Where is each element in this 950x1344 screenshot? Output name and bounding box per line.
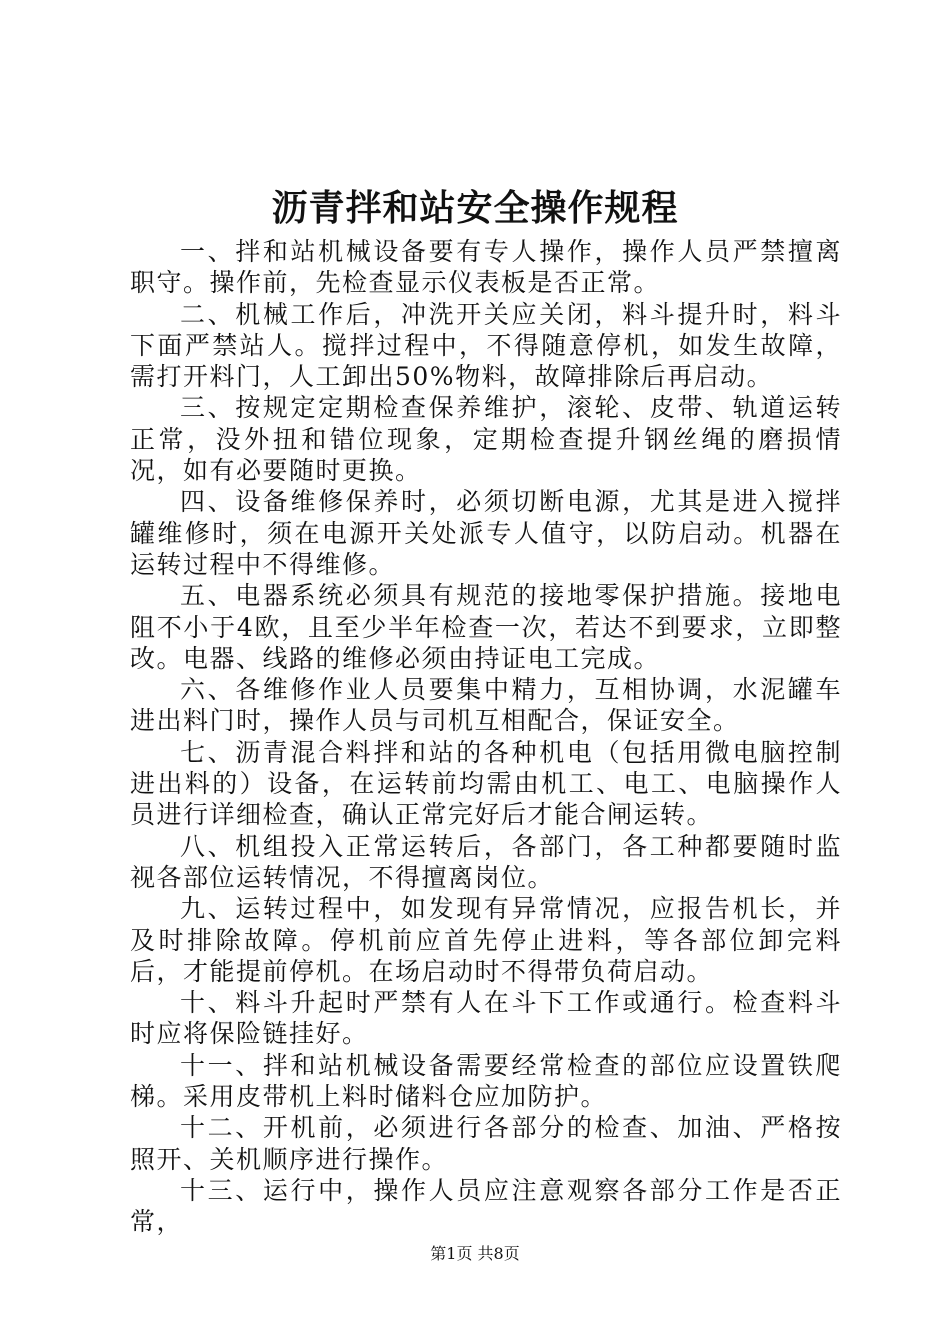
paragraph-2: 二、机械工作后，冲洗开关应关闭，料斗提升时，料斗下面严禁站人。搅拌过程中，不得随意停机，如发生故障，需打开料门，人工卸出50%物料，故障排除后再启动。: [130, 299, 842, 392]
paragraph-1: 一、拌和站机械设备要有专人操作，操作人员严禁擅离职守。操作前，先检查显示仪表板是否正常。: [130, 237, 842, 298]
document-title: 沥青拌和站安全操作规程: [271, 187, 679, 229]
paragraph-11: 十一、拌和站机械设备需要经常检查的部位应设置铁爬梯。采用皮带机上料时储料仓应加防护。: [130, 1050, 842, 1112]
paragraph-13: 十三、运行中，操作人员应注意观察各部分工作是否正常，: [130, 1175, 842, 1237]
document-body: [130, 236, 842, 1238]
paragraph-8: 八、机组投入正常运转后，各部门，各工种都要随时监视各部位运转情况，不得擅离岗位。: [130, 831, 842, 892]
paragraph-4: 四、设备维修保养时，必须切断电源，尤其是进入搅拌罐维修时，须在电源开关处派专人值守，以防启动。机器在运转过程中不得维修。: [130, 487, 842, 579]
paragraph-3: 三、按规定定期检查保养维护，滚轮、皮带、轨道运转正常，没外扭和错位现象，定期检查提升钢丝绳的磨损情况，如有必要随时更换。: [130, 393, 842, 486]
paragraph-7: 七、沥青混合料拌和站的各种机电（包括用微电脑控制进出料的）设备，在运转前均需由机工、电工、电脑操作人员进行详细检查，确认正常完好后才能合闸运转。: [130, 737, 842, 830]
paragraph-10: 十、料斗升起时严禁有人在斗下工作或通行。检查料斗时应将保险链挂好。: [130, 988, 842, 1049]
paragraph-9: 九、运转过程中，如发现有异常情况，应报告机长，并及时排除故障。停机前应首先停止进料，等各部位卸完料后，才能提前停机。在场启动时不得带负荷启动。: [130, 894, 842, 986]
paragraph-5: 五、电器系统必须具有规范的接地零保护措施。接地电阻不小于4欧，且至少半年检查一次，若达不到要求，立即整改。电器、线路的维修必须由持证电工完成。: [130, 581, 842, 673]
page-number-footer: 第1页 共8页: [430, 1244, 520, 1263]
paragraph-12: 十二、开机前，必须进行各部分的检查、加油、严格按照开、关机顺序进行操作。: [130, 1113, 842, 1174]
paragraph-6: 六、各维修作业人员要集中精力，互相协调，水泥罐车进出料门时，操作人员与司机互相配合，保证安全。: [130, 675, 842, 736]
